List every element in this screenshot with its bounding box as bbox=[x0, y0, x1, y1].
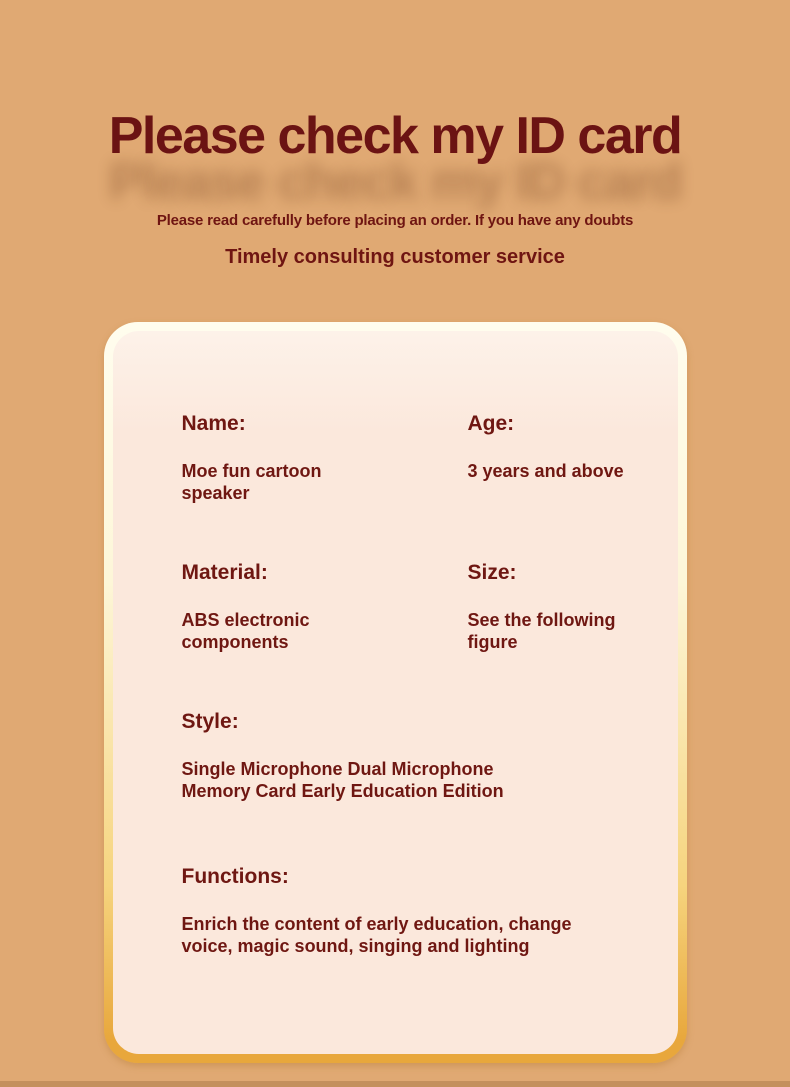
subtitle-line-2: Timely consulting customer service bbox=[225, 246, 565, 268]
info-card-body bbox=[113, 331, 678, 1054]
subtitle-line-1: Please read carefully before placing an order. If you have any doubts bbox=[156, 212, 634, 229]
row-functions bbox=[182, 866, 640, 957]
name-value: Moe fun cartoon speaker bbox=[181, 461, 322, 503]
field-material bbox=[182, 562, 468, 653]
style-label: Style: bbox=[181, 710, 239, 733]
field-age bbox=[468, 413, 640, 504]
age-label: Age: bbox=[467, 412, 515, 435]
material-value: ABS electronic components bbox=[181, 610, 310, 652]
row-name-age bbox=[182, 413, 640, 504]
functions-value: Enrich the content of early education, change voice, magic sound, singing and lighting bbox=[181, 914, 572, 956]
name-label: Name: bbox=[181, 412, 246, 435]
row-material-size bbox=[182, 562, 640, 653]
info-card bbox=[104, 322, 687, 1063]
material-label: Material: bbox=[181, 561, 268, 584]
field-size bbox=[468, 562, 640, 653]
age-value: 3 years and above bbox=[467, 461, 624, 481]
field-style bbox=[182, 711, 640, 802]
row-style bbox=[182, 711, 640, 802]
field-functions bbox=[182, 866, 640, 957]
size-label: Size: bbox=[467, 561, 517, 584]
bottom-edge-strip bbox=[0, 1081, 790, 1087]
functions-label: Functions: bbox=[181, 865, 289, 888]
style-value: Single Microphone Dual Microphone Memory Card Early Education Edition bbox=[181, 759, 504, 801]
size-value: See the following figure bbox=[467, 610, 616, 652]
page-title: Please check my ID card bbox=[108, 107, 682, 165]
field-name bbox=[182, 413, 468, 504]
